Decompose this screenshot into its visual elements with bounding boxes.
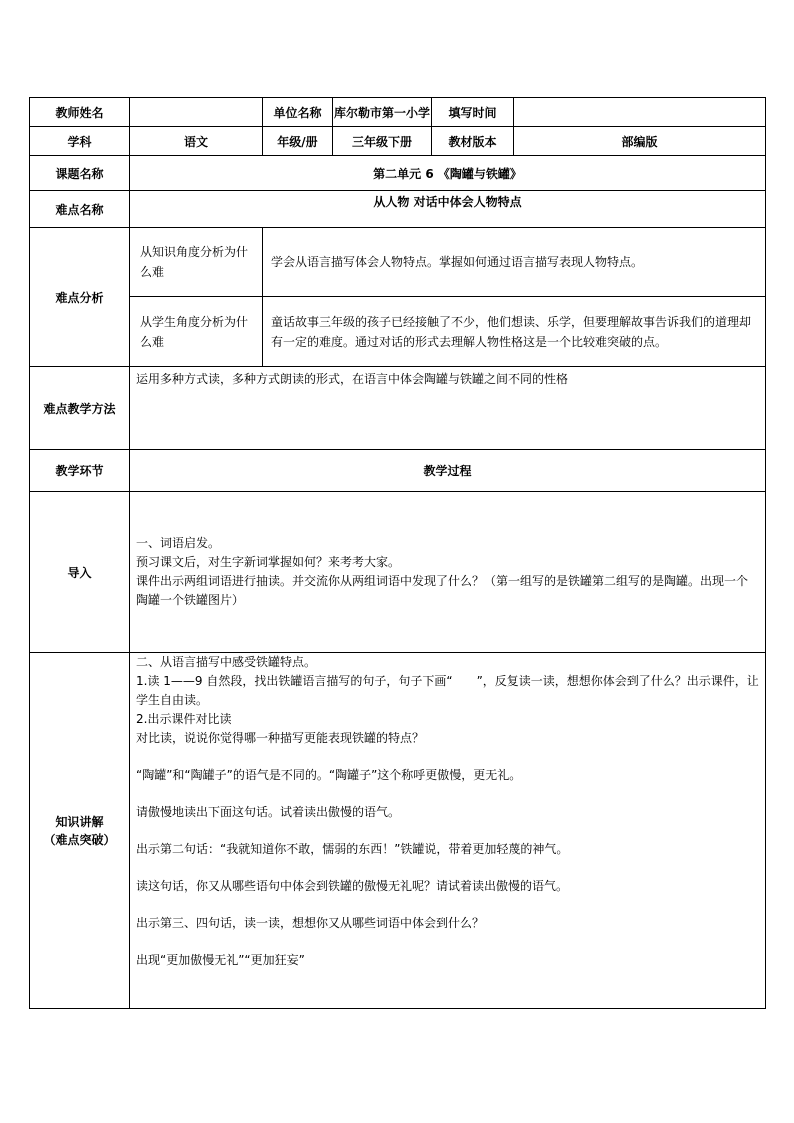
knowledge-paragraph-5: “陶罐”和“陶罐子”的语气是不同的。“陶罐子”这个称呼更傲慢，更无礼。 bbox=[136, 768, 522, 782]
intro-content bbox=[130, 492, 766, 653]
process-header-row bbox=[30, 450, 766, 492]
process-header: 教学过程 bbox=[130, 450, 766, 492]
intro-line-2: 预习课文后，对生字新词掌握如何？来考考大家。 bbox=[136, 555, 401, 569]
lesson-title-value: 第二单元 6 《陶罐与铁罐》 bbox=[130, 156, 766, 191]
knowledge-paragraph-3: 2.出示课件对比读 bbox=[136, 712, 232, 726]
difficulty-value: 从人物 对话中体会人物特点 bbox=[130, 191, 766, 228]
header-row-1 bbox=[30, 98, 766, 127]
knowledge-paragraph-9: 出示第三、四句话，读一读，想想你又从哪些词语中体会到什么？ bbox=[136, 916, 485, 930]
fill-date-value bbox=[514, 98, 766, 127]
edition-value: 部编版 bbox=[514, 127, 766, 156]
student-angle-text: 童话故事三年级的孩子已经接触了不少，他们想读、乐学，但要理解故事告诉我们的道理却有一定的难度。通过对话的形式去理解人物性格这是一个比较难突破的点。 bbox=[263, 297, 766, 367]
difficulty-label: 难点名称 bbox=[30, 191, 130, 228]
knowledge-paragraph-6: 请傲慢地读出下面这句话。试着读出傲慢的语气。 bbox=[136, 805, 401, 819]
knowledge-angle-label: 从知识角度分析为什么难 bbox=[130, 228, 263, 297]
method-text: 运用多种方式读，多种方式朗读的形式，在语言中体会陶罐与铁罐之间不同的性格 bbox=[130, 367, 766, 450]
knowledge-paragraph-10: 出现“更加傲慢无礼”“更加狂妄” bbox=[136, 953, 305, 967]
knowledge-paragraph-2: 1.读 1——9 自然段，找出铁罐语言描写的句子，句子下画“ ”，反复读一读，想想你体会到了什么？出示课件，让学生自由读。 bbox=[136, 674, 759, 707]
lesson-title-label: 课题名称 bbox=[30, 156, 130, 191]
lesson-plan-table bbox=[29, 97, 766, 1009]
subject-value: 语文 bbox=[130, 127, 263, 156]
lesson-title-row bbox=[30, 156, 766, 191]
grade-label: 年级/册 bbox=[263, 127, 333, 156]
knowledge-label-line-1: 知识讲解 bbox=[55, 814, 104, 829]
analysis-student-row bbox=[30, 297, 766, 367]
intro-line-3: 课件出示两组词语进行抽读。并交流你从两组词语中发现了什么？（第一组写的是铁罐第二组写的是陶罐。出现一个陶罐一个铁罐图片） bbox=[136, 574, 749, 607]
knowledge-label-line-2: （难点突破） bbox=[43, 832, 116, 847]
knowledge-row bbox=[30, 653, 766, 1009]
student-angle-label: 从学生角度分析为什么难 bbox=[130, 297, 263, 367]
intro-row bbox=[30, 492, 766, 653]
analysis-knowledge-row bbox=[30, 228, 766, 297]
teacher-name-label: 教师姓名 bbox=[30, 98, 130, 127]
intro-label: 导入 bbox=[30, 492, 130, 653]
knowledge-paragraph-1: 二、从语言描写中感受铁罐特点。 bbox=[136, 655, 317, 669]
knowledge-paragraph-4: 对比读，说说你觉得哪一种描写更能表现铁罐的特点？ bbox=[136, 731, 425, 745]
stage-header: 教学环节 bbox=[30, 450, 130, 492]
knowledge-paragraph-8: 读这句话，你又从哪些语句中体会到铁罐的傲慢无礼呢？请试着读出傲慢的语气。 bbox=[136, 879, 569, 893]
unit-name-label: 单位名称 bbox=[263, 98, 333, 127]
knowledge-content bbox=[130, 653, 766, 1009]
knowledge-label bbox=[30, 653, 130, 1009]
difficulty-row bbox=[30, 191, 766, 228]
subject-label: 学科 bbox=[30, 127, 130, 156]
method-row bbox=[30, 367, 766, 450]
method-label: 难点教学方法 bbox=[30, 367, 130, 450]
teacher-name-value bbox=[130, 98, 263, 127]
edition-label: 教材版本 bbox=[432, 127, 514, 156]
analysis-label: 难点分析 bbox=[30, 228, 130, 367]
unit-name-value: 库尔勒市第一小学 bbox=[333, 98, 432, 127]
grade-value: 三年级下册 bbox=[333, 127, 432, 156]
knowledge-angle-text: 学会从语言描写体会人物特点。掌握如何通过语言描写表现人物特点。 bbox=[263, 228, 766, 297]
knowledge-paragraph-7: 出示第二句话：“我就知道你不敢，懦弱的东西！”铁罐说，带着更加轻蔑的神气。 bbox=[136, 842, 569, 856]
header-row-2 bbox=[30, 127, 766, 156]
fill-date-label: 填写时间 bbox=[432, 98, 514, 127]
intro-line-1: 一、词语启发。 bbox=[136, 536, 221, 550]
